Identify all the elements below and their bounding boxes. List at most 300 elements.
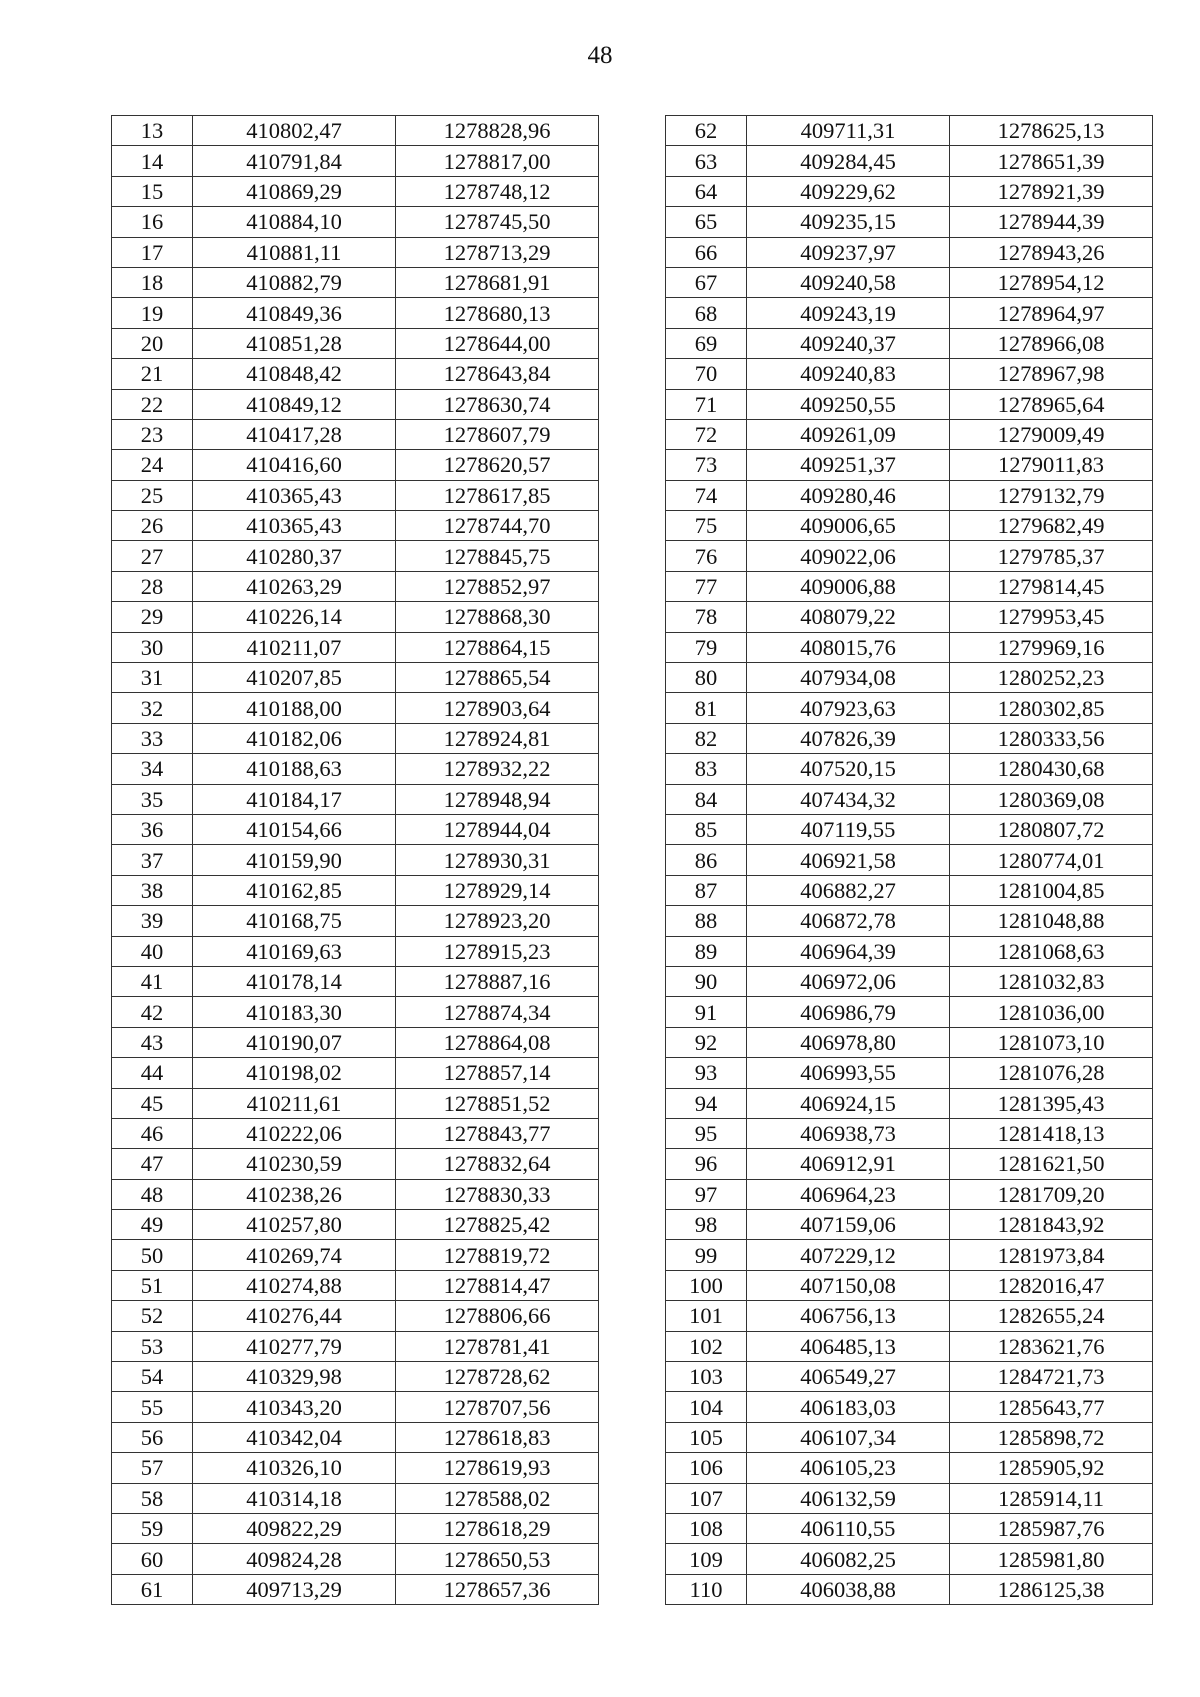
table-row <box>666 389 1153 419</box>
table-row <box>666 966 1153 996</box>
point-number-cell: 102 <box>666 1331 747 1361</box>
point-number-cell: 96 <box>666 1149 747 1179</box>
table-row <box>666 906 1153 936</box>
table-row <box>112 1422 599 1452</box>
x-coordinate-cell: 410277,79 <box>193 1331 396 1361</box>
x-coordinate-cell: 410188,63 <box>193 754 396 784</box>
point-number-cell: 50 <box>112 1240 193 1270</box>
x-coordinate-cell: 410159,90 <box>193 845 396 875</box>
y-coordinate-cell: 1279009,49 <box>950 419 1153 449</box>
x-coordinate-cell: 409250,55 <box>747 389 950 419</box>
point-number-cell: 48 <box>112 1179 193 1209</box>
x-coordinate-cell: 406964,23 <box>747 1179 950 1209</box>
table-row <box>112 511 599 541</box>
point-number-cell: 46 <box>112 1118 193 1148</box>
x-coordinate-cell: 410280,37 <box>193 541 396 571</box>
y-coordinate-cell: 1282655,24 <box>950 1301 1153 1331</box>
x-coordinate-cell: 406183,03 <box>747 1392 950 1422</box>
point-number-cell: 51 <box>112 1270 193 1300</box>
point-number-cell: 62 <box>666 116 747 146</box>
point-number-cell: 55 <box>112 1392 193 1422</box>
table-row <box>666 359 1153 389</box>
table-row <box>666 176 1153 206</box>
point-number-cell: 49 <box>112 1210 193 1240</box>
point-number-cell: 97 <box>666 1179 747 1209</box>
point-number-cell: 80 <box>666 663 747 693</box>
y-coordinate-cell: 1278681,91 <box>396 267 599 297</box>
table-row <box>666 328 1153 358</box>
x-coordinate-cell: 410222,06 <box>193 1118 396 1148</box>
x-coordinate-cell: 410178,14 <box>193 966 396 996</box>
point-number-cell: 44 <box>112 1058 193 1088</box>
point-number-cell: 54 <box>112 1362 193 1392</box>
point-number-cell: 89 <box>666 936 747 966</box>
x-coordinate-cell: 407119,55 <box>747 814 950 844</box>
table-row <box>666 723 1153 753</box>
table-row <box>112 814 599 844</box>
y-coordinate-cell: 1278857,14 <box>396 1058 599 1088</box>
y-coordinate-cell: 1281395,43 <box>950 1088 1153 1118</box>
x-coordinate-cell: 409243,19 <box>747 298 950 328</box>
x-coordinate-cell: 406756,13 <box>747 1301 950 1331</box>
x-coordinate-cell: 406038,88 <box>747 1574 950 1604</box>
x-coordinate-cell: 410329,98 <box>193 1362 396 1392</box>
table-row <box>112 328 599 358</box>
x-coordinate-cell: 410869,29 <box>193 176 396 206</box>
x-coordinate-cell: 407520,15 <box>747 754 950 784</box>
point-number-cell: 85 <box>666 814 747 844</box>
x-coordinate-cell: 410881,11 <box>193 237 396 267</box>
y-coordinate-cell: 1278868,30 <box>396 602 599 632</box>
x-coordinate-cell: 410417,28 <box>193 419 396 449</box>
x-coordinate-cell: 410849,36 <box>193 298 396 328</box>
table-row <box>666 207 1153 237</box>
point-number-cell: 65 <box>666 207 747 237</box>
point-number-cell: 78 <box>666 602 747 632</box>
point-number-cell: 79 <box>666 632 747 662</box>
x-coordinate-cell: 410169,63 <box>193 936 396 966</box>
y-coordinate-cell: 1278865,54 <box>396 663 599 693</box>
y-coordinate-cell: 1278748,12 <box>396 176 599 206</box>
point-number-cell: 77 <box>666 571 747 601</box>
y-coordinate-cell: 1278806,66 <box>396 1301 599 1331</box>
x-coordinate-cell: 406105,23 <box>747 1453 950 1483</box>
table-row <box>666 541 1153 571</box>
y-coordinate-cell: 1281048,88 <box>950 906 1153 936</box>
table-row <box>666 1362 1153 1392</box>
point-number-cell: 43 <box>112 1027 193 1057</box>
x-coordinate-cell: 406912,91 <box>747 1149 950 1179</box>
table-row <box>112 1118 599 1148</box>
table-row <box>666 511 1153 541</box>
point-number-cell: 15 <box>112 176 193 206</box>
table-row <box>666 1270 1153 1300</box>
point-number-cell: 84 <box>666 784 747 814</box>
y-coordinate-cell: 1281073,10 <box>950 1027 1153 1057</box>
y-coordinate-cell: 1278966,08 <box>950 328 1153 358</box>
table-row <box>666 845 1153 875</box>
x-coordinate-cell: 409711,31 <box>747 116 950 146</box>
y-coordinate-cell: 1286125,38 <box>950 1574 1153 1604</box>
y-coordinate-cell: 1278923,20 <box>396 906 599 936</box>
x-coordinate-cell: 407159,06 <box>747 1210 950 1240</box>
table-row <box>112 1483 599 1513</box>
x-coordinate-cell: 410263,29 <box>193 571 396 601</box>
y-coordinate-cell: 1281843,92 <box>950 1210 1153 1240</box>
table-row <box>666 602 1153 632</box>
y-coordinate-cell: 1278944,39 <box>950 207 1153 237</box>
point-number-cell: 103 <box>666 1362 747 1392</box>
y-coordinate-cell: 1279132,79 <box>950 480 1153 510</box>
table-row <box>112 1210 599 1240</box>
y-coordinate-cell: 1283621,76 <box>950 1331 1153 1361</box>
x-coordinate-cell: 410416,60 <box>193 450 396 480</box>
table-row <box>666 1088 1153 1118</box>
y-coordinate-cell: 1278781,41 <box>396 1331 599 1361</box>
table-row <box>666 1392 1153 1422</box>
point-number-cell: 47 <box>112 1149 193 1179</box>
y-coordinate-cell: 1278864,15 <box>396 632 599 662</box>
point-number-cell: 71 <box>666 389 747 419</box>
table-row <box>112 1513 599 1543</box>
x-coordinate-cell: 410211,07 <box>193 632 396 662</box>
table-row <box>666 997 1153 1027</box>
point-number-cell: 70 <box>666 359 747 389</box>
point-number-cell: 92 <box>666 1027 747 1057</box>
y-coordinate-cell: 1278630,74 <box>396 389 599 419</box>
y-coordinate-cell: 1278619,93 <box>396 1453 599 1483</box>
table-row <box>666 693 1153 723</box>
y-coordinate-cell: 1278864,08 <box>396 1027 599 1057</box>
table-row <box>112 389 599 419</box>
table-row <box>112 1027 599 1057</box>
point-number-cell: 72 <box>666 419 747 449</box>
table-row <box>112 663 599 693</box>
table-row <box>666 1149 1153 1179</box>
x-coordinate-cell: 410269,74 <box>193 1240 396 1270</box>
y-coordinate-cell: 1278814,47 <box>396 1270 599 1300</box>
point-number-cell: 76 <box>666 541 747 571</box>
table-row <box>666 1544 1153 1574</box>
table-row <box>112 480 599 510</box>
table-row <box>112 207 599 237</box>
x-coordinate-cell: 410274,88 <box>193 1270 396 1300</box>
point-number-cell: 94 <box>666 1088 747 1118</box>
y-coordinate-cell: 1278728,62 <box>396 1362 599 1392</box>
x-coordinate-cell: 409261,09 <box>747 419 950 449</box>
y-coordinate-cell: 1280369,08 <box>950 784 1153 814</box>
x-coordinate-cell: 410884,10 <box>193 207 396 237</box>
x-coordinate-cell: 408015,76 <box>747 632 950 662</box>
x-coordinate-cell: 406986,79 <box>747 997 950 1027</box>
y-coordinate-cell: 1278745,50 <box>396 207 599 237</box>
x-coordinate-cell: 410326,10 <box>193 1453 396 1483</box>
x-coordinate-cell: 410365,43 <box>193 480 396 510</box>
table-row <box>112 571 599 601</box>
table-row <box>112 298 599 328</box>
x-coordinate-cell: 406924,15 <box>747 1088 950 1118</box>
y-coordinate-cell: 1278930,31 <box>396 845 599 875</box>
point-number-cell: 106 <box>666 1453 747 1483</box>
x-coordinate-cell: 406485,13 <box>747 1331 950 1361</box>
point-number-cell: 19 <box>112 298 193 328</box>
x-coordinate-cell: 409237,97 <box>747 237 950 267</box>
y-coordinate-cell: 1278620,57 <box>396 450 599 480</box>
table-row <box>112 1058 599 1088</box>
point-number-cell: 45 <box>112 1088 193 1118</box>
table-row <box>666 1422 1153 1452</box>
x-coordinate-cell: 410198,02 <box>193 1058 396 1088</box>
y-coordinate-cell: 1278830,33 <box>396 1179 599 1209</box>
table-row <box>666 1027 1153 1057</box>
x-coordinate-cell: 410314,18 <box>193 1483 396 1513</box>
y-coordinate-cell: 1280430,68 <box>950 754 1153 784</box>
x-coordinate-cell: 410365,43 <box>193 511 396 541</box>
x-coordinate-cell: 410207,85 <box>193 663 396 693</box>
y-coordinate-cell: 1280252,23 <box>950 663 1153 693</box>
table-row <box>112 906 599 936</box>
table-row <box>666 875 1153 905</box>
table-row <box>666 1574 1153 1604</box>
y-coordinate-cell: 1285898,72 <box>950 1422 1153 1452</box>
x-coordinate-cell: 409824,28 <box>193 1544 396 1574</box>
table-row <box>666 784 1153 814</box>
x-coordinate-cell: 409280,46 <box>747 480 950 510</box>
table-row <box>112 1362 599 1392</box>
table-row <box>112 1392 599 1422</box>
table-row <box>112 146 599 176</box>
x-coordinate-cell: 409822,29 <box>193 1513 396 1543</box>
coordinates-table-left <box>111 115 599 1605</box>
point-number-cell: 58 <box>112 1483 193 1513</box>
point-number-cell: 67 <box>666 267 747 297</box>
y-coordinate-cell: 1278707,56 <box>396 1392 599 1422</box>
point-number-cell: 91 <box>666 997 747 1027</box>
point-number-cell: 33 <box>112 723 193 753</box>
table-row <box>112 632 599 662</box>
y-coordinate-cell: 1281032,83 <box>950 966 1153 996</box>
point-number-cell: 83 <box>666 754 747 784</box>
point-number-cell: 20 <box>112 328 193 358</box>
x-coordinate-cell: 409240,58 <box>747 267 950 297</box>
x-coordinate-cell: 406978,80 <box>747 1027 950 1057</box>
table-row <box>112 116 599 146</box>
x-coordinate-cell: 410154,66 <box>193 814 396 844</box>
table-row <box>112 1088 599 1118</box>
point-number-cell: 108 <box>666 1513 747 1543</box>
x-coordinate-cell: 410848,42 <box>193 359 396 389</box>
x-coordinate-cell: 406549,27 <box>747 1362 950 1392</box>
point-number-cell: 95 <box>666 1118 747 1148</box>
x-coordinate-cell: 406132,59 <box>747 1483 950 1513</box>
y-coordinate-cell: 1278617,85 <box>396 480 599 510</box>
table-row <box>666 814 1153 844</box>
y-coordinate-cell: 1285643,77 <box>950 1392 1153 1422</box>
table-row <box>666 419 1153 449</box>
table-row <box>112 875 599 905</box>
coordinates-table-right <box>665 115 1153 1605</box>
point-number-cell: 17 <box>112 237 193 267</box>
point-number-cell: 59 <box>112 1513 193 1543</box>
point-number-cell: 32 <box>112 693 193 723</box>
table-row <box>112 541 599 571</box>
y-coordinate-cell: 1279969,16 <box>950 632 1153 662</box>
table-row <box>666 571 1153 601</box>
table-row <box>666 1513 1153 1543</box>
x-coordinate-cell: 406882,27 <box>747 875 950 905</box>
point-number-cell: 40 <box>112 936 193 966</box>
x-coordinate-cell: 409251,37 <box>747 450 950 480</box>
table-row <box>666 1179 1153 1209</box>
x-coordinate-cell: 409284,45 <box>747 146 950 176</box>
point-number-cell: 24 <box>112 450 193 480</box>
x-coordinate-cell: 410168,75 <box>193 906 396 936</box>
y-coordinate-cell: 1278965,64 <box>950 389 1153 419</box>
point-number-cell: 86 <box>666 845 747 875</box>
point-number-cell: 82 <box>666 723 747 753</box>
y-coordinate-cell: 1280302,85 <box>950 693 1153 723</box>
y-coordinate-cell: 1281973,84 <box>950 1240 1153 1270</box>
y-coordinate-cell: 1278618,83 <box>396 1422 599 1452</box>
point-number-cell: 18 <box>112 267 193 297</box>
point-number-cell: 104 <box>666 1392 747 1422</box>
y-coordinate-cell: 1278819,72 <box>396 1240 599 1270</box>
table-row <box>112 997 599 1027</box>
table-row <box>666 1301 1153 1331</box>
point-number-cell: 22 <box>112 389 193 419</box>
y-coordinate-cell: 1278618,29 <box>396 1513 599 1543</box>
point-number-cell: 30 <box>112 632 193 662</box>
x-coordinate-cell: 410882,79 <box>193 267 396 297</box>
page-number: 48 <box>587 42 613 69</box>
x-coordinate-cell: 409006,65 <box>747 511 950 541</box>
y-coordinate-cell: 1279785,37 <box>950 541 1153 571</box>
y-coordinate-cell: 1278967,98 <box>950 359 1153 389</box>
y-coordinate-cell: 1278943,26 <box>950 237 1153 267</box>
y-coordinate-cell: 1278588,02 <box>396 1483 599 1513</box>
table-row <box>666 1453 1153 1483</box>
y-coordinate-cell: 1281621,50 <box>950 1149 1153 1179</box>
x-coordinate-cell: 410162,85 <box>193 875 396 905</box>
point-number-cell: 61 <box>112 1574 193 1604</box>
y-coordinate-cell: 1281709,20 <box>950 1179 1153 1209</box>
table-row <box>112 1453 599 1483</box>
y-coordinate-cell: 1285914,11 <box>950 1483 1153 1513</box>
x-coordinate-cell: 406993,55 <box>747 1058 950 1088</box>
x-coordinate-cell: 407826,39 <box>747 723 950 753</box>
y-coordinate-cell: 1278817,00 <box>396 146 599 176</box>
x-coordinate-cell: 410343,20 <box>193 1392 396 1422</box>
y-coordinate-cell: 1278825,42 <box>396 1210 599 1240</box>
x-coordinate-cell: 407150,08 <box>747 1270 950 1300</box>
point-number-cell: 90 <box>666 966 747 996</box>
point-number-cell: 98 <box>666 1210 747 1240</box>
point-number-cell: 99 <box>666 1240 747 1270</box>
table-row <box>112 754 599 784</box>
y-coordinate-cell: 1280333,56 <box>950 723 1153 753</box>
x-coordinate-cell: 409022,06 <box>747 541 950 571</box>
y-coordinate-cell: 1279953,45 <box>950 602 1153 632</box>
table-row <box>112 450 599 480</box>
x-coordinate-cell: 406921,58 <box>747 845 950 875</box>
x-coordinate-cell: 410276,44 <box>193 1301 396 1331</box>
point-number-cell: 16 <box>112 207 193 237</box>
x-coordinate-cell: 409713,29 <box>193 1574 396 1604</box>
table-row <box>112 267 599 297</box>
x-coordinate-cell: 406082,25 <box>747 1544 950 1574</box>
x-coordinate-cell: 406938,73 <box>747 1118 950 1148</box>
y-coordinate-cell: 1279011,83 <box>950 450 1153 480</box>
x-coordinate-cell: 409240,37 <box>747 328 950 358</box>
y-coordinate-cell: 1278643,84 <box>396 359 599 389</box>
point-number-cell: 73 <box>666 450 747 480</box>
y-coordinate-cell: 1281004,85 <box>950 875 1153 905</box>
x-coordinate-cell: 407229,12 <box>747 1240 950 1270</box>
point-number-cell: 64 <box>666 176 747 206</box>
table-row <box>112 1301 599 1331</box>
table-row <box>666 1483 1153 1513</box>
x-coordinate-cell: 407934,08 <box>747 663 950 693</box>
table-row <box>112 1240 599 1270</box>
y-coordinate-cell: 1281036,00 <box>950 997 1153 1027</box>
y-coordinate-cell: 1280774,01 <box>950 845 1153 875</box>
point-number-cell: 35 <box>112 784 193 814</box>
x-coordinate-cell: 410190,07 <box>193 1027 396 1057</box>
table-row <box>112 602 599 632</box>
x-coordinate-cell: 406972,06 <box>747 966 950 996</box>
point-number-cell: 107 <box>666 1483 747 1513</box>
point-number-cell: 68 <box>666 298 747 328</box>
x-coordinate-cell: 409006,88 <box>747 571 950 601</box>
point-number-cell: 34 <box>112 754 193 784</box>
y-coordinate-cell: 1278713,29 <box>396 237 599 267</box>
x-coordinate-cell: 410849,12 <box>193 389 396 419</box>
table-row <box>112 1149 599 1179</box>
point-number-cell: 100 <box>666 1270 747 1300</box>
table-row <box>666 754 1153 784</box>
y-coordinate-cell: 1278607,79 <box>396 419 599 449</box>
y-coordinate-cell: 1278852,97 <box>396 571 599 601</box>
table-row <box>666 298 1153 328</box>
point-number-cell: 109 <box>666 1544 747 1574</box>
y-coordinate-cell: 1278644,00 <box>396 328 599 358</box>
y-coordinate-cell: 1285987,76 <box>950 1513 1153 1543</box>
y-coordinate-cell: 1278954,12 <box>950 267 1153 297</box>
point-number-cell: 36 <box>112 814 193 844</box>
y-coordinate-cell: 1278903,64 <box>396 693 599 723</box>
table-row <box>666 450 1153 480</box>
point-number-cell: 53 <box>112 1331 193 1361</box>
point-number-cell: 42 <box>112 997 193 1027</box>
point-number-cell: 37 <box>112 845 193 875</box>
point-number-cell: 27 <box>112 541 193 571</box>
y-coordinate-cell: 1278964,97 <box>950 298 1153 328</box>
table-row <box>112 1331 599 1361</box>
point-number-cell: 105 <box>666 1422 747 1452</box>
point-number-cell: 39 <box>112 906 193 936</box>
point-number-cell: 52 <box>112 1301 193 1331</box>
x-coordinate-cell: 407923,63 <box>747 693 950 723</box>
y-coordinate-cell: 1281068,63 <box>950 936 1153 966</box>
y-coordinate-cell: 1278874,34 <box>396 997 599 1027</box>
point-number-cell: 56 <box>112 1422 193 1452</box>
y-coordinate-cell: 1278657,36 <box>396 1574 599 1604</box>
y-coordinate-cell: 1278832,64 <box>396 1149 599 1179</box>
point-number-cell: 69 <box>666 328 747 358</box>
y-coordinate-cell: 1278680,13 <box>396 298 599 328</box>
point-number-cell: 13 <box>112 116 193 146</box>
table-row <box>666 146 1153 176</box>
